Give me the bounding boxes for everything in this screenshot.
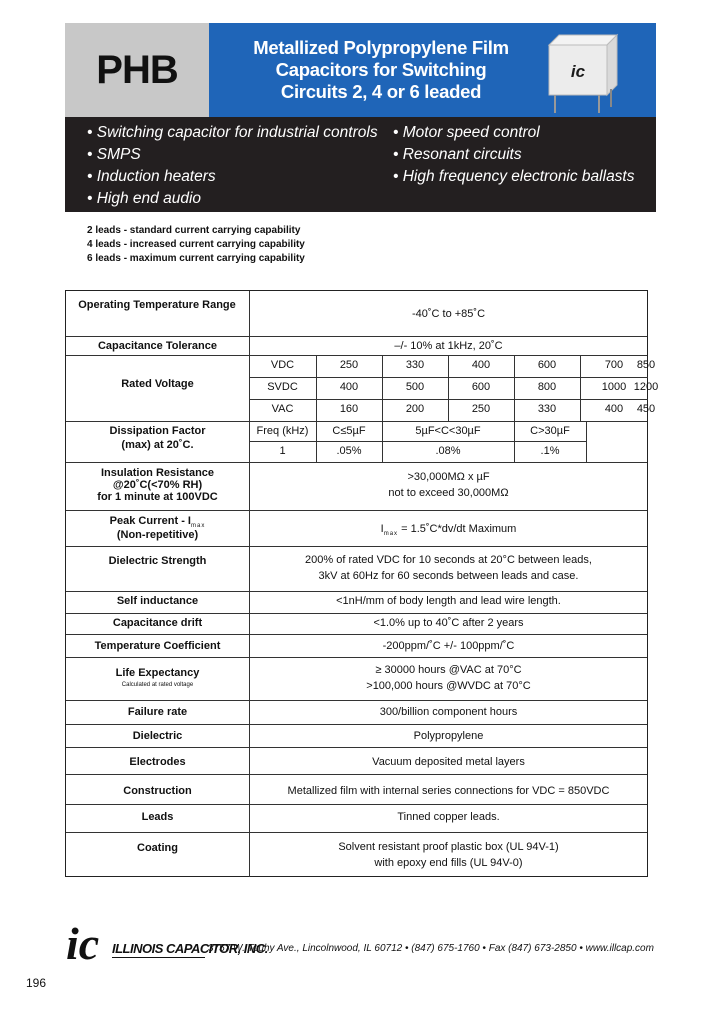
feature-item: • SMPS [87, 146, 141, 163]
vdc-label: VDC [270, 359, 295, 371]
page-number: 196 [26, 976, 47, 990]
voltage-cell: 250 [471, 403, 491, 415]
peak-current-label: Peak Current - $I_{max}$ [109, 515, 206, 530]
temperature-coefficient-value: -200ppm/˚C +/- 100ppm/˚C [382, 640, 515, 652]
failure-rate-value: 300/billion component hours [379, 706, 518, 718]
title-line-1: Metallized Polypropylene Film [253, 37, 509, 58]
voltage-cell: 330 [405, 359, 425, 371]
vac-label: VAC [271, 403, 294, 415]
feature-item: • High frequency electronic ballasts [393, 168, 635, 185]
life-expectancy-value: ≥ 30000 hours @VAC at 70°C [375, 664, 522, 676]
illinois-capacitor-logo [66, 915, 116, 965]
df-header: C≤5µF [332, 425, 366, 437]
leads-value: Tinned copper leads. [397, 811, 500, 823]
coating-label: Coating [137, 842, 178, 854]
voltage-cell: 200 [405, 403, 425, 415]
title-line-2: Capacitors for Switching [275, 59, 487, 80]
feature-item: • Motor speed control [393, 124, 540, 141]
df-header: Freq (kHz) [256, 425, 309, 437]
dielectric-strength-value: 200% of rated VDC for 10 seconds at 20°C between leads, [305, 554, 592, 566]
capacitance-tolerance-value: –/- 10% at 1kHz, 20˚C [394, 340, 503, 352]
df-value: .08% [435, 445, 461, 457]
voltage-cell: 600 [537, 359, 557, 371]
df-header: C>30µF [530, 425, 570, 437]
capacitor-product-image [545, 31, 625, 115]
insulation-resistance-label: Insulation Resistance [100, 467, 215, 479]
coating-value-2: with epoxy end fills (UL 94V-0) [374, 857, 523, 869]
construction-label: Construction [123, 785, 192, 797]
dielectric-strength-value-2: 3kV at 60Hz for 60 seconds between leads and case. [318, 570, 579, 582]
insulation-resistance-label-2: @20˚C(<70% RH) [112, 479, 203, 491]
svdc-label: SVDC [267, 381, 298, 393]
feature-item: • Switching capacitor for industrial controls [87, 124, 378, 141]
title-banner [209, 23, 656, 117]
leads-note: 4 leads - increased current carrying capability [87, 239, 305, 250]
leads-label: Leads [141, 811, 174, 823]
voltage-cell: 450 [636, 403, 656, 415]
self-inductance-label: Self inductance [116, 595, 199, 607]
capacitance-drift-label: Capacitance drift [112, 617, 203, 629]
title-line-3: Circuits 2, 4 or 6 leaded [280, 81, 482, 102]
df-value: 1 [279, 445, 286, 457]
self-inductance-value: <1nH/mm of body length and lead wire length. [336, 595, 561, 607]
voltage-cell: 400 [471, 359, 491, 371]
voltage-cell: 850 [636, 359, 656, 371]
electrodes-label: Electrodes [129, 756, 186, 768]
coating-value: Solvent resistant proof plastic box (UL 94V-1) [338, 841, 559, 853]
operating-temperature-label: Operating Temperature Range [78, 299, 236, 311]
insulation-resistance-value-2: not to exceed 30,000MΩ [388, 487, 509, 499]
feature-item: • High end audio [87, 190, 202, 207]
insulation-resistance-label-3: for 1 minute at 100VDC [97, 491, 218, 503]
series-code: PHB [65, 23, 209, 117]
failure-rate-label: Failure rate [127, 706, 188, 718]
company-underline [112, 957, 205, 958]
df-header: 5µF<C<30µF [415, 425, 481, 437]
capacitance-tolerance-label: Capacitance Tolerance [97, 340, 217, 352]
rated-voltage-label: Rated Voltage [121, 378, 194, 390]
dissipation-factor-label-2: (max) at 20˚C. [121, 439, 194, 451]
construction-value: Metallized film with internal series connections for VDC = 850VDC [287, 785, 610, 797]
company-name: ILLINOIS CAPACITOR, INC. [112, 941, 268, 956]
capacitor-marking: ic [570, 62, 586, 81]
voltage-cell: 1200 [633, 381, 659, 393]
peak-current-label-2: (Non-repetitive) [116, 529, 199, 541]
dielectric-label: Dielectric [132, 730, 183, 742]
life-expectancy-value-2: >100,000 hours @WVDC at 70°C [366, 680, 531, 692]
voltage-cell: 1000 [601, 381, 627, 393]
voltage-cell: 700 [604, 359, 624, 371]
df-value: .05% [336, 445, 362, 457]
voltage-cell: 500 [405, 381, 425, 393]
voltage-cell: 250 [339, 359, 359, 371]
peak-current-value: $I_{max}$ = 1.5˚C*dv/dt Maximum [380, 523, 517, 538]
features-bar [65, 117, 656, 212]
dielectric-value: Polypropylene [413, 730, 484, 742]
company-address: 3757 W. Touhy Ave., Lincolnwood, IL 60712 • (847) 675-1760 • Fax (847) 673-2850 • www.illcap.com [208, 943, 654, 954]
dissipation-factor-label: Dissipation Factor [109, 425, 206, 437]
voltage-cell: 400 [604, 403, 624, 415]
operating-temperature-value: -40˚C to +85˚C [411, 308, 486, 320]
feature-item: • Induction heaters [87, 168, 216, 185]
insulation-resistance-value: >30,000MΩ x µF [407, 471, 490, 483]
leads-note: 2 leads - standard current carrying capability [87, 225, 301, 236]
logo-mark: ic [66, 918, 100, 965]
specifications-table [65, 290, 659, 877]
life-expectancy-note: Calculated at rated voltage [121, 682, 194, 688]
voltage-cell: 600 [471, 381, 491, 393]
dielectric-strength-label: Dielectric Strength [108, 555, 207, 567]
leads-note: 6 leads - maximum current carrying capability [87, 253, 305, 264]
temperature-coefficient-label: Temperature Coefficient [94, 640, 221, 652]
feature-item: • Resonant circuits [393, 146, 522, 163]
voltage-cell: 400 [339, 381, 359, 393]
electrodes-value: Vacuum deposited metal layers [372, 756, 525, 768]
voltage-cell: 800 [537, 381, 557, 393]
voltage-cell: 160 [339, 403, 359, 415]
life-expectancy-label: Life Expectancy [115, 667, 200, 679]
capacitance-drift-value: <1.0% up to 40˚C after 2 years [373, 617, 524, 629]
voltage-cell: 330 [537, 403, 557, 415]
df-value: .1% [540, 445, 560, 457]
